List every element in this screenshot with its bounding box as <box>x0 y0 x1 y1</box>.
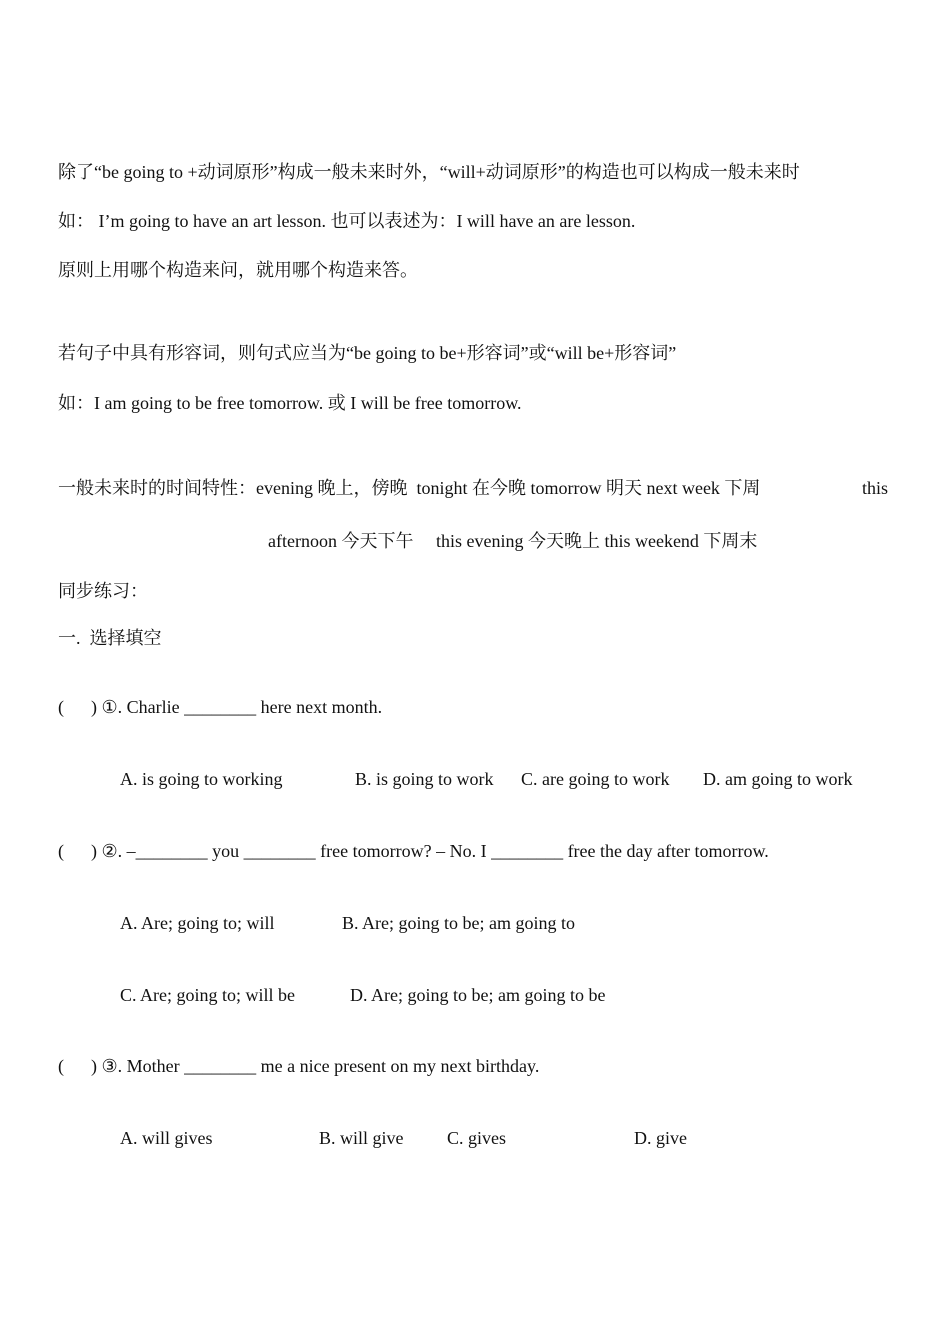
practice-heading: 同步练习： <box>58 581 148 601</box>
question-2-option-b: B. Are; going to be; am going to <box>342 913 575 933</box>
question-1-option-d: D. am going to work <box>703 769 853 789</box>
time-markers-this: this <box>862 478 889 498</box>
question-2-option-d: D. Are; going to be; am going to be <box>350 985 606 1005</box>
question-1-stem: ( ) ①. Charlie ________ here next month. <box>58 697 383 717</box>
grammar-paragraph-2-line-1: 若句子中具有形容词，则句式应当为“be going to be+形容词”或“will be+形容词” <box>58 343 677 363</box>
question-2-option-a: A. Are; going to; will <box>120 913 275 933</box>
grammar-paragraph-2-line-2: 如：I am going to be free tomorrow. 或 I will be free tomorrow. <box>58 393 522 413</box>
question-2-option-c: C. Are; going to; will be <box>120 985 295 1005</box>
question-3-stem: ( ) ③. Mother ________ me a nice present on my next birthday. <box>58 1056 540 1076</box>
grammar-paragraph-1-line-1: 除了“be going to +动词原形”构成一般未来时外，“will+动词原形”的构造也可以构成一般未来时 <box>58 162 800 182</box>
section-title: 一. 选择填空 <box>58 628 162 648</box>
question-1-option-c: C. are going to work <box>521 769 670 789</box>
question-3-option-b: B. will give <box>319 1128 404 1148</box>
question-3-option-c: C. gives <box>447 1128 507 1148</box>
question-2-stem: ( ) ②. –________ you ________ free tomorrow? – No. I ________ free the day after tomorrow. <box>58 841 769 861</box>
question-3-option-d: D. give <box>634 1128 687 1148</box>
time-markers-line-1: 一般未来时的时间特性：evening 晚上，傍晚 tonight 在今晚 tomorrow 明天 next week 下周 <box>58 478 761 498</box>
grammar-paragraph-1-line-2: 如： I’m going to have an art lesson. 也可以表述为：I will have an are lesson. <box>58 211 636 231</box>
question-1-option-b: B. is going to work <box>355 769 494 789</box>
question-3-option-a: A. will gives <box>120 1128 213 1148</box>
question-1-option-a: A. is going to working <box>120 769 283 789</box>
grammar-paragraph-1-line-3: 原则上用哪个构造来问，就用哪个构造来答。 <box>58 260 418 280</box>
time-markers-line-2: afternoon 今天下午 this evening 今天晚上 this weekend 下周末 <box>268 531 758 551</box>
